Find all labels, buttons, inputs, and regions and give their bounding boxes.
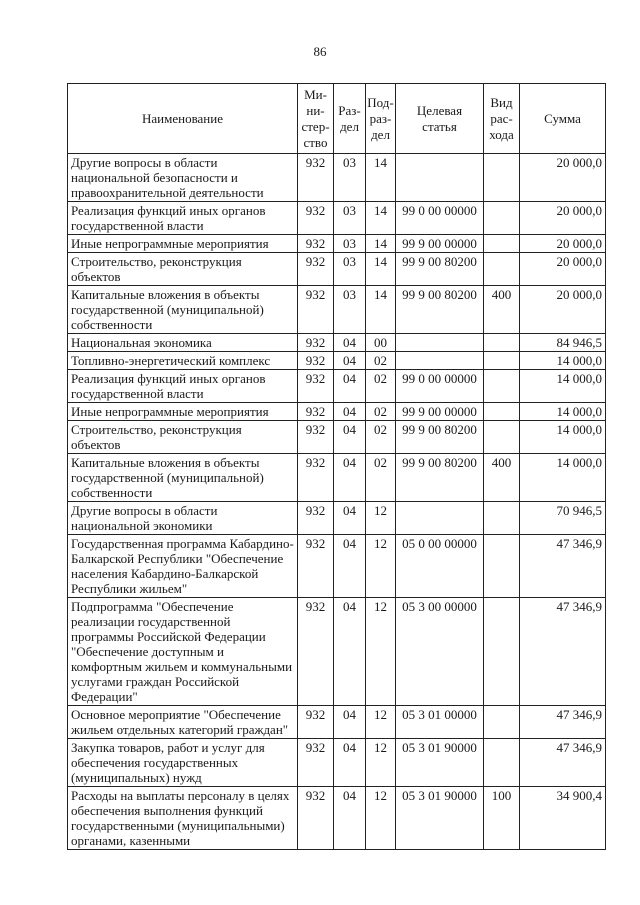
row-section: 04: [334, 454, 366, 502]
row-amount: 20 000,0: [520, 154, 606, 202]
row-name: Реализация функций иных органов государственной власти: [68, 370, 298, 403]
row-section: 04: [334, 706, 366, 739]
table-header-row: [68, 84, 606, 154]
row-amount: 47 346,9: [520, 598, 606, 706]
row-subsection: 12: [366, 787, 396, 850]
row-target: 05 3 00 00000: [396, 598, 484, 706]
row-amount: 47 346,9: [520, 739, 606, 787]
row-target: 05 3 01 90000: [396, 787, 484, 850]
row-subsection: 12: [366, 535, 396, 598]
row-target: 99 9 00 00000: [396, 403, 484, 421]
row-ministry: 932: [298, 706, 334, 739]
row-target: [396, 334, 484, 352]
row-subsection: 14: [366, 253, 396, 286]
row-subsection: 14: [366, 235, 396, 253]
row-expense-type: 400: [484, 286, 520, 334]
row-subsection: 02: [366, 370, 396, 403]
row-name: Государственная программа Кабардино-Балкарской Республики "Обеспечение населения Кабардино-Балкарской Республики жильем": [68, 535, 298, 598]
row-name: Реализация функций иных органов государственной власти: [68, 202, 298, 235]
row-target: 99 9 00 80200: [396, 253, 484, 286]
row-amount: 20 000,0: [520, 235, 606, 253]
row-name: Строительство, реконструкция объектов: [68, 421, 298, 454]
row-target: 05 3 01 90000: [396, 739, 484, 787]
row-section: 03: [334, 154, 366, 202]
row-ministry: 932: [298, 598, 334, 706]
table-row: [68, 535, 606, 598]
table-row: [68, 403, 606, 421]
row-amount: 14 000,0: [520, 403, 606, 421]
row-subsection: 02: [366, 403, 396, 421]
row-name: Закупка товаров, работ и услуг для обеспечения государственных (муниципальных) нужд: [68, 739, 298, 787]
row-ministry: 932: [298, 535, 334, 598]
row-ministry: 932: [298, 202, 334, 235]
row-subsection: 00: [366, 334, 396, 352]
row-target: 05 0 00 00000: [396, 535, 484, 598]
row-section: 04: [334, 502, 366, 535]
row-expense-type: [484, 253, 520, 286]
row-target: 99 9 00 80200: [396, 454, 484, 502]
table-row: [68, 286, 606, 334]
row-ministry: 932: [298, 370, 334, 403]
row-name: Подпрограмма "Обеспечение реализации государственной программы Российской Федерации "Обеспечение доступным и комфортным жильем и коммунальными услугами граждан Российской Федерации": [68, 598, 298, 706]
budget-table: [67, 83, 606, 850]
table-row: [68, 739, 606, 787]
row-name: Иные непрограммные мероприятия: [68, 403, 298, 421]
row-expense-type: 100: [484, 787, 520, 850]
row-name: Другие вопросы в области национальной экономики: [68, 502, 298, 535]
row-name: Строительство, реконструкция объектов: [68, 253, 298, 286]
row-target: 99 9 00 80200: [396, 421, 484, 454]
row-subsection: 02: [366, 421, 396, 454]
row-section: 04: [334, 535, 366, 598]
row-ministry: 932: [298, 154, 334, 202]
row-subsection: 12: [366, 598, 396, 706]
table-row: [68, 370, 606, 403]
row-target: 05 3 01 00000: [396, 706, 484, 739]
row-expense-type: [484, 154, 520, 202]
row-amount: 70 946,5: [520, 502, 606, 535]
header-subsection: Под- раз- дел: [366, 84, 396, 154]
header-ministry: Ми- ни- стер- ство: [298, 84, 334, 154]
row-expense-type: [484, 421, 520, 454]
row-expense-type: [484, 352, 520, 370]
row-ministry: 932: [298, 739, 334, 787]
row-target: 99 9 00 00000: [396, 235, 484, 253]
row-expense-type: [484, 334, 520, 352]
row-expense-type: [484, 403, 520, 421]
row-section: 04: [334, 598, 366, 706]
row-ministry: 932: [298, 787, 334, 850]
row-subsection: 12: [366, 502, 396, 535]
row-ministry: 932: [298, 235, 334, 253]
row-amount: 14 000,0: [520, 370, 606, 403]
table-row: [68, 421, 606, 454]
row-amount: 34 900,4: [520, 787, 606, 850]
row-name: Расходы на выплаты персоналу в целях обеспечения выполнения функций государственными (муниципальными) органами, казенными: [68, 787, 298, 850]
row-ministry: 932: [298, 421, 334, 454]
table-row: [68, 154, 606, 202]
header-target: Целевая статья: [396, 84, 484, 154]
row-subsection: 12: [366, 739, 396, 787]
row-amount: 14 000,0: [520, 454, 606, 502]
row-amount: 47 346,9: [520, 706, 606, 739]
row-ministry: 932: [298, 352, 334, 370]
row-name: Национальная экономика: [68, 334, 298, 352]
table-row: [68, 598, 606, 706]
row-expense-type: [484, 235, 520, 253]
table-row: [68, 454, 606, 502]
row-expense-type: [484, 502, 520, 535]
table-row: [68, 253, 606, 286]
table-row: [68, 787, 606, 850]
row-name: Топливно-энергетический комплекс: [68, 352, 298, 370]
row-amount: 20 000,0: [520, 253, 606, 286]
row-section: 03: [334, 202, 366, 235]
table-row: [68, 235, 606, 253]
row-expense-type: [484, 739, 520, 787]
table-row: [68, 706, 606, 739]
row-target: 99 0 00 00000: [396, 370, 484, 403]
row-section: 04: [334, 421, 366, 454]
row-amount: 14 000,0: [520, 421, 606, 454]
row-name: Капитальные вложения в объекты государственной (муниципальной) собственности: [68, 454, 298, 502]
row-target: 99 0 00 00000: [396, 202, 484, 235]
row-target: 99 9 00 80200: [396, 286, 484, 334]
row-amount: 20 000,0: [520, 202, 606, 235]
row-expense-type: 400: [484, 454, 520, 502]
row-section: 04: [334, 334, 366, 352]
row-ministry: 932: [298, 253, 334, 286]
row-target: [396, 154, 484, 202]
row-expense-type: [484, 535, 520, 598]
row-name: Капитальные вложения в объекты государственной (муниципальной) собственности: [68, 286, 298, 334]
header-amount: Сумма: [520, 84, 606, 154]
row-section: 03: [334, 235, 366, 253]
row-amount: 20 000,0: [520, 286, 606, 334]
row-ministry: 932: [298, 334, 334, 352]
row-expense-type: [484, 202, 520, 235]
row-ministry: 932: [298, 286, 334, 334]
row-subsection: 02: [366, 352, 396, 370]
row-amount: 14 000,0: [520, 352, 606, 370]
row-section: 04: [334, 787, 366, 850]
row-subsection: 12: [366, 706, 396, 739]
row-section: 04: [334, 739, 366, 787]
row-subsection: 14: [366, 202, 396, 235]
header-name: Наименование: [68, 84, 298, 154]
row-name: Основное мероприятие "Обеспечение жильем отдельных категорий граждан": [68, 706, 298, 739]
table-row: [68, 202, 606, 235]
table-row: [68, 352, 606, 370]
row-section: 04: [334, 352, 366, 370]
row-amount: 47 346,9: [520, 535, 606, 598]
row-section: 03: [334, 286, 366, 334]
table-row: [68, 334, 606, 352]
page-number: 86: [313, 44, 327, 59]
row-ministry: 932: [298, 502, 334, 535]
row-section: 03: [334, 253, 366, 286]
row-subsection: 02: [366, 454, 396, 502]
row-ministry: 932: [298, 454, 334, 502]
row-expense-type: [484, 598, 520, 706]
row-target: [396, 352, 484, 370]
row-section: 04: [334, 403, 366, 421]
row-target: [396, 502, 484, 535]
row-amount: 84 946,5: [520, 334, 606, 352]
row-subsection: 14: [366, 154, 396, 202]
row-expense-type: [484, 370, 520, 403]
row-section: 04: [334, 370, 366, 403]
header-expense-type: Вид рас- хода: [484, 84, 520, 154]
row-subsection: 14: [366, 286, 396, 334]
row-name: Другие вопросы в области национальной безопасности и правоохранительной деятельности: [68, 154, 298, 202]
row-expense-type: [484, 706, 520, 739]
header-section: Раз- дел: [334, 84, 366, 154]
table-row: [68, 502, 606, 535]
row-ministry: 932: [298, 403, 334, 421]
row-name: Иные непрограммные мероприятия: [68, 235, 298, 253]
